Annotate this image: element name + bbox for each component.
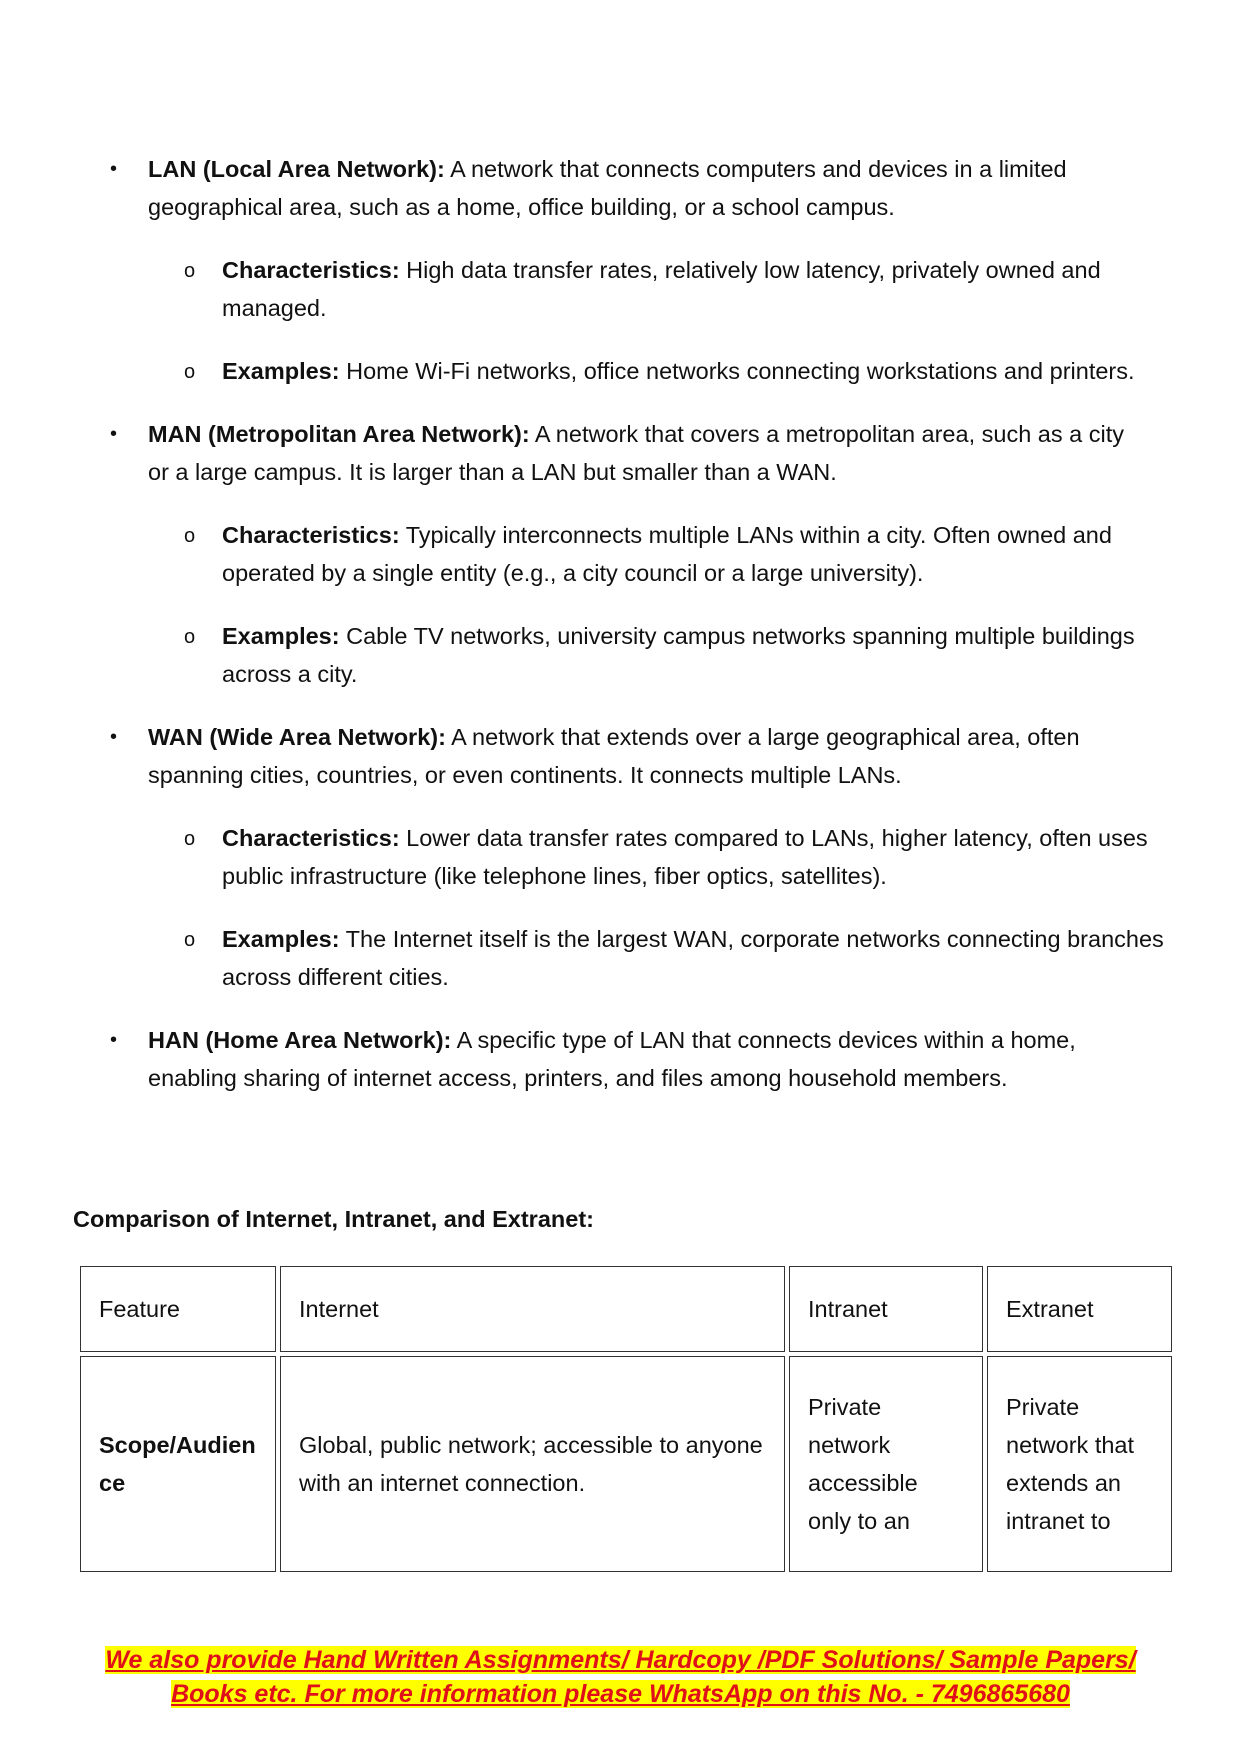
sub-bullet-lan-examples bbox=[184, 352, 1167, 390]
sub-bullet-title: Examples: bbox=[222, 358, 340, 384]
sub-bullet-title: Examples: bbox=[222, 623, 340, 649]
network-types-list bbox=[0, 150, 1241, 1122]
sub-bullet-text: Typically interconnects multiple LANs within a city. Often owned and operated by a single entity (e.g., a city council or a large university). bbox=[222, 522, 1112, 586]
bullet-text: A network that extends over a large geographical area, often spanning cities, countries, or even continents. It connects multiple LANs. bbox=[148, 724, 1080, 788]
extranet-text: Private network that extends an intranet to bbox=[1006, 1394, 1135, 1534]
table-row bbox=[80, 1356, 1172, 1572]
sub-bullet-title: Characteristics: bbox=[222, 257, 400, 283]
cell-internet: Global, public network; accessible to anyone with an internet connection. bbox=[280, 1356, 785, 1572]
header-internet: Internet bbox=[280, 1266, 785, 1352]
comparison-heading: Comparison of Internet, Intranet, and Extranet: bbox=[73, 1206, 594, 1232]
bullet-text: A network that covers a metropolitan area, such as a city or a large campus. It is larger than a LAN but smaller than a WAN. bbox=[148, 421, 1124, 485]
header-intranet: Intranet bbox=[789, 1266, 983, 1352]
header-extranet: Extranet bbox=[987, 1266, 1172, 1352]
sub-bullet-marker: o bbox=[184, 929, 196, 951]
header-feature: Feature bbox=[80, 1266, 276, 1352]
bullet-title: LAN (Local Area Network): bbox=[148, 156, 445, 182]
footer-line-2: Books etc. For more information please WhatsApp on this No. - 7496865680 bbox=[171, 1680, 1070, 1708]
bullet-title: HAN (Home Area Network): bbox=[148, 1027, 452, 1053]
bullet-marker: • bbox=[110, 1029, 118, 1051]
sub-bullet-lan-characteristics bbox=[184, 251, 1167, 327]
bullet-han bbox=[110, 1021, 1148, 1097]
cell-extranet bbox=[987, 1356, 1172, 1572]
feature-label: Scope/Audience bbox=[99, 1432, 256, 1496]
bullet-wan bbox=[110, 718, 1148, 794]
sub-bullet-wan-examples bbox=[184, 920, 1167, 996]
sub-bullet-marker: o bbox=[184, 361, 196, 383]
sub-bullet-text: The Internet itself is the largest WAN, corporate networks connecting branches across different cities. bbox=[222, 926, 1164, 990]
sub-bullet-marker: o bbox=[184, 525, 196, 547]
cell-intranet bbox=[789, 1356, 983, 1572]
sub-bullet-text: Lower data transfer rates compared to LANs, higher latency, often uses public infrastructure (like telephone lines, fiber optics, satellites). bbox=[222, 825, 1148, 889]
sub-bullet-wan-characteristics bbox=[184, 819, 1167, 895]
bullet-text: A specific type of LAN that connects devices within a home, enabling sharing of internet access, printers, and files among household members. bbox=[148, 1027, 1076, 1091]
sub-bullet-marker: o bbox=[184, 260, 196, 282]
table-header-row bbox=[80, 1266, 1172, 1352]
footer-line-1: We also provide Hand Written Assignments/ Hardcopy /PDF Solutions/ Sample Papers/ bbox=[105, 1646, 1136, 1674]
bullet-title: MAN (Metropolitan Area Network): bbox=[148, 421, 530, 447]
sub-bullet-title: Characteristics: bbox=[222, 522, 400, 548]
footer-advertisement bbox=[0, 1643, 1241, 1711]
sub-bullet-text: High data transfer rates, relatively low latency, privately owned and managed. bbox=[222, 257, 1101, 321]
bullet-text: A network that connects computers and devices in a limited geographical area, such as a home, office building, or a school campus. bbox=[148, 156, 1067, 220]
sub-bullet-man-characteristics bbox=[184, 516, 1167, 592]
sub-bullet-title: Examples: bbox=[222, 926, 340, 952]
cell-feature bbox=[80, 1356, 276, 1572]
intranet-text: Private network accessible only to an bbox=[808, 1394, 918, 1534]
bullet-marker: • bbox=[110, 726, 118, 748]
bullet-marker: • bbox=[110, 423, 118, 445]
bullet-marker: • bbox=[110, 158, 118, 180]
bullet-man bbox=[110, 415, 1148, 491]
sub-bullet-man-examples bbox=[184, 617, 1167, 693]
sub-bullet-text: Cable TV networks, university campus networks spanning multiple buildings across a city. bbox=[222, 623, 1135, 687]
bullet-lan bbox=[110, 150, 1148, 226]
sub-bullet-title: Characteristics: bbox=[222, 825, 400, 851]
bullet-title: WAN (Wide Area Network): bbox=[148, 724, 446, 750]
sub-bullet-text: Home Wi-Fi networks, office networks connecting workstations and printers. bbox=[339, 358, 1135, 384]
sub-bullet-marker: o bbox=[184, 626, 196, 648]
sub-bullet-marker: o bbox=[184, 828, 196, 850]
comparison-table bbox=[76, 1262, 1176, 1576]
